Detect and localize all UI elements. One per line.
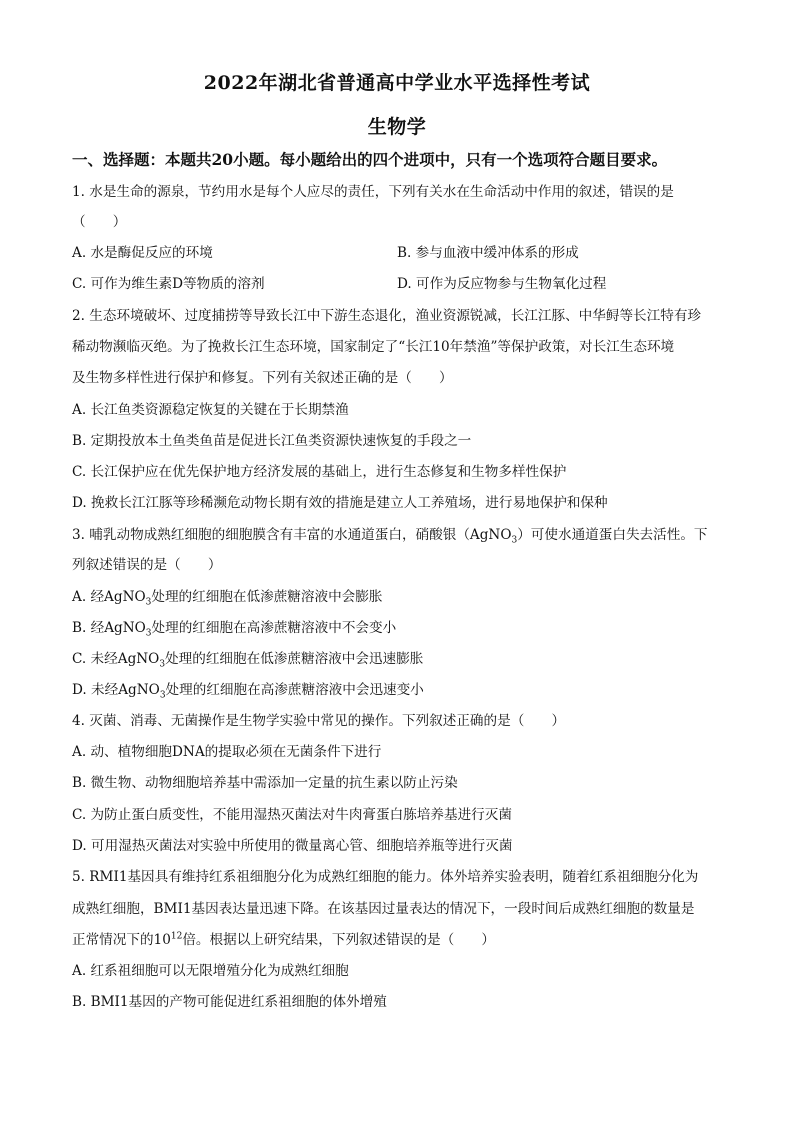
q1-option-c: C. 可作为维生素D等物质的溶剂 [72, 276, 265, 292]
q1-option-a: A. 水是酶促反应的环境 [72, 245, 213, 261]
q3-a-sub: 3 [145, 597, 152, 608]
exam-title: 2022年湖北省普通高中学业水平选择性考试 [203, 72, 591, 94]
q3-c-pre: C. 未经AgNO [72, 651, 160, 667]
q3-stem-subscript: 3 [511, 535, 518, 546]
q3-option-c [72, 649, 423, 669]
q2-option-c: C. 长江保护应在优先保护地方经济发展的基础上，进行生态修复和生物多样性保护 [72, 464, 567, 480]
q2-stem-line2: 稀动物濒临灭绝。为了挽救长江生态环境，国家制定了“长江10年禁渔”等保护政策，对长江生态环境 [72, 339, 675, 355]
q3-b-post: 处理的红细胞在高渗蔗糖溶液中不会变小 [151, 620, 397, 636]
q3-option-a [72, 587, 382, 607]
q2-option-b: B. 定期投放本土鱼类鱼苗是促进长江鱼类资源快速恢复的手段之一 [72, 433, 472, 449]
q5-option-b: B. BMI1基因的产物可能促进红系祖细胞的体外增殖 [72, 994, 387, 1010]
q4-option-a: A. 动、植物细胞DNA的提取必须在无菌条件下进行 [72, 744, 382, 760]
q4-option-d: D. 可用湿热灭菌法对实验中所使用的微量离心管、细胞培养瓶等进行灭菌 [72, 838, 513, 854]
q1-option-b: B. 参与血液中缓冲体系的形成 [397, 245, 579, 261]
q5-stem-line1: 5. RMI1基因具有维持红系祖细胞分化为成熟红细胞的能力。体外培养实验表明，随着红系祖细胞分化为 [72, 869, 699, 885]
q2-stem-line3: 及生物多样性进行保护和修复。下列有关叙述正确的是（ ） [72, 370, 453, 386]
q1-option-d: D. 可作为反应物参与生物氧化过程 [397, 276, 607, 292]
q5-stem-line2: 成熟红细胞，BMI1基因表达量迅速下降。在该基因过量表达的情况下，一段时间后成熟红细胞的数量是 [72, 901, 695, 917]
q3-a-pre: A. 经AgNO [72, 589, 146, 605]
q3-b-pre: B. 经AgNO [72, 620, 146, 636]
q3-option-d [72, 680, 424, 700]
q3-stem-text-b: ）可使水通道蛋白失去活性。下 [517, 527, 708, 543]
q5-stem-text-b: 倍。根据以上研究结果，下列叙述错误的是（ ） [182, 932, 495, 948]
section-heading: 一、选择题：本题共20小题。每小题给出的四个进项中，只有一个选项符合题目要求。 [72, 150, 668, 169]
q3-d-sub: 3 [159, 690, 166, 701]
q3-c-sub: 3 [159, 659, 166, 670]
q4-stem-line1: 4. 灭菌、消毒、无菌操作是生物学实验中常见的操作。下列叙述正确的是（ ） [72, 713, 566, 729]
q3-stem-line2: 列叙述错误的是（ ） [72, 557, 222, 573]
q5-option-a: A. 红系祖细胞可以无限增殖分化为成熟红细胞 [72, 963, 349, 979]
q3-stem-text-a: 3. 哺乳动物成熟红细胞的细胞膜含有丰富的水通道蛋白，硝酸银（AgNO [72, 527, 512, 543]
q3-b-sub: 3 [145, 628, 152, 639]
q2-option-a: A. 长江鱼类资源稳定恢复的关键在于长期禁渔 [72, 402, 349, 418]
q3-a-post: 处理的红细胞在低渗蔗糖溶液中会膨胀 [151, 589, 383, 605]
q3-option-b [72, 618, 396, 638]
q5-stem-superscript: 12 [170, 931, 183, 942]
q5-stem-line3 [72, 930, 495, 950]
subject-title: 生物学 [367, 116, 427, 138]
q3-d-pre: D. 未经AgNO [72, 682, 160, 698]
q3-d-post: 处理的红细胞在高渗蔗糖溶液中会迅速变小 [165, 682, 424, 698]
q2-option-d: D. 挽救长江江豚等珍稀濒危动物长期有效的措施是建立人工养殖场，进行易地保护和保种 [72, 495, 608, 511]
q1-stem-line2: （ ） [72, 214, 127, 230]
q2-stem-line1: 2. 生态环境破坏、过度捕捞等导致长江中下游生态退化，渔业资源锐减，长江江豚、中华鲟等长江特有珍 [72, 308, 702, 324]
q5-stem-text-a: 正常情况下的10 [72, 932, 171, 948]
q3-stem-line1 [72, 525, 708, 545]
q4-option-b: B. 微生物、动物细胞培养基中需添加一定量的抗生素以防止污染 [72, 775, 458, 791]
q1-stem-line1: 1. 水是生命的源泉，节约用水是每个人应尽的责任，下列有关水在生命活动中作用的叙述，错误的是 [72, 184, 674, 200]
q3-c-post: 处理的红细胞在低渗蔗糖溶液中会迅速膨胀 [165, 651, 424, 667]
q4-option-c: C. 为防止蛋白质变性，不能用湿热灭菌法对牛肉膏蛋白胨培养基进行灭菌 [72, 807, 512, 823]
